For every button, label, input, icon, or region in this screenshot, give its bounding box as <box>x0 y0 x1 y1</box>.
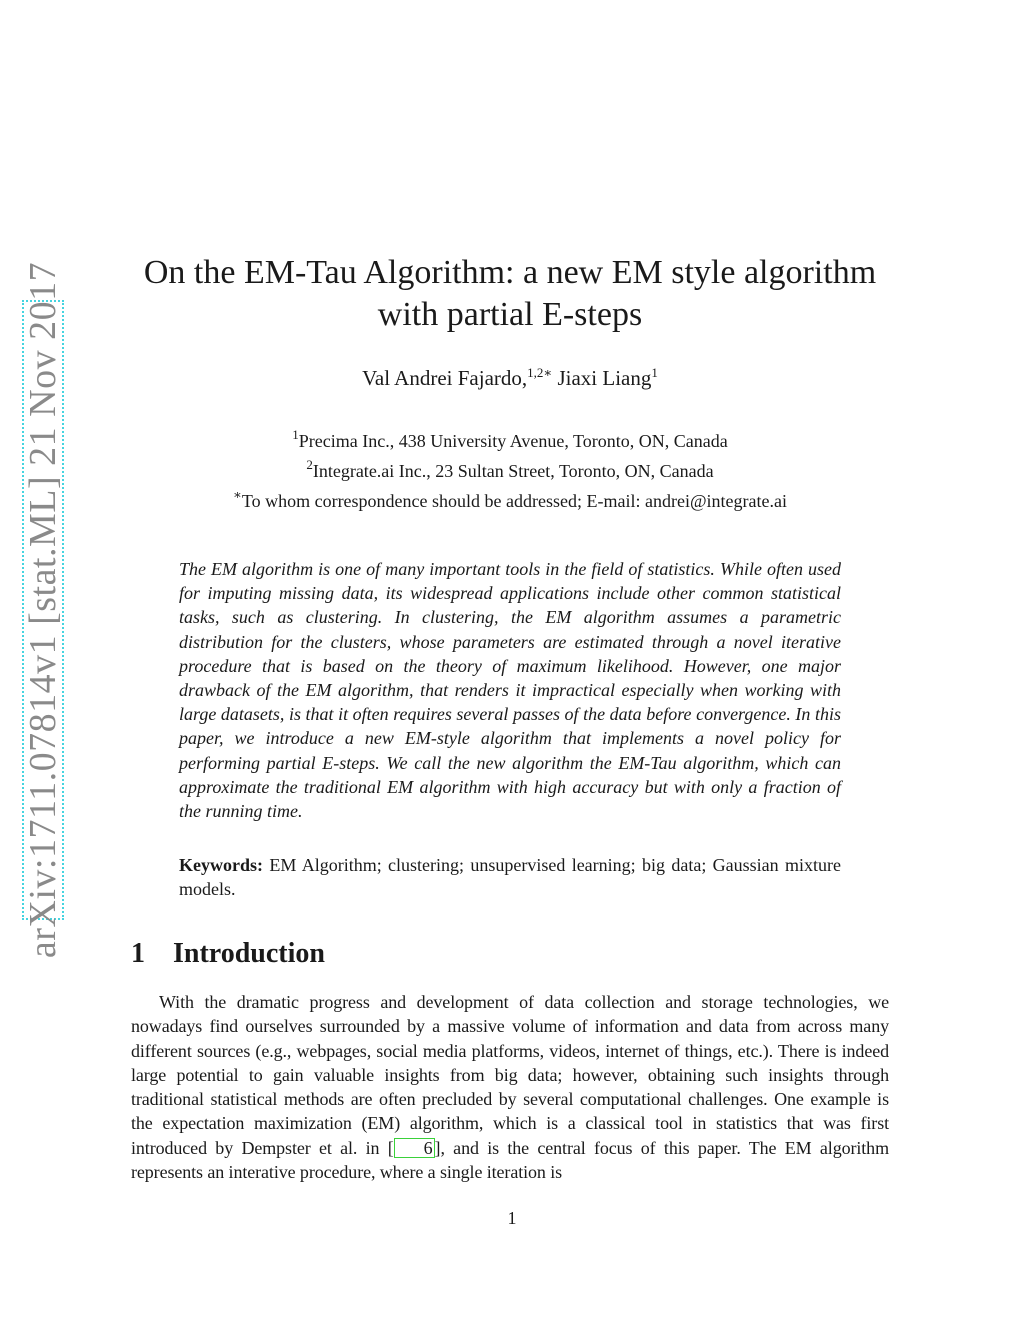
affiliation-text: To whom correspondence should be addressed; E-mail: andrei@integrate.ai <box>241 491 787 511</box>
citation-link[interactable]: 6 <box>394 1138 435 1158</box>
paper-title <box>100 252 920 336</box>
affiliation-line <box>100 486 920 516</box>
author-superscript: 1 <box>651 365 658 380</box>
affiliation-text: Integrate.ai Inc., 23 Sultan Street, Toronto, ON, Canada <box>312 461 714 481</box>
affiliation-marker: ∗ <box>233 487 242 502</box>
author-name: Val Andrei Fajardo, <box>362 366 528 390</box>
abstract: The EM algorithm is one of many important tools in the field of statistics. While often used for imputing missing data, its widespread applications include other common statistical tasks, such as clustering. In clustering, the EM algorithm assumes a parametric distribution for the clusters, whose parameters are estimated through a novel iterative procedure that is based on the theory of maximum likelihood. However, one major drawback of the EM algorithm, that renders it impractical especially when working with large datasets, is that it often requires several passes of the data before convergence. In this paper, we introduce a new EM-style algorithm that implements a novel policy for performing partial E-steps. We call the new algorithm the EM-Tau algorithm, which can approximate the traditional EM algorithm with high accuracy but with only a fraction of the running time. <box>179 559 841 822</box>
affiliation-marker: 1 <box>292 427 299 442</box>
arxiv-stamp <box>22 261 64 959</box>
section-number: 1 <box>131 938 145 969</box>
section-heading <box>131 936 325 972</box>
keywords <box>179 853 841 901</box>
affiliation-line <box>100 456 920 486</box>
affiliation-text: Precima Inc., 438 University Avenue, Toronto, ON, Canada <box>298 431 728 451</box>
title-line-1: On the EM-Tau Algorithm: a new EM style algorithm <box>143 254 877 291</box>
keywords-text: EM Algorithm; clustering; unsupervised learning; big data; Gaussian mixture models. <box>179 855 841 900</box>
keywords-label: Keywords: <box>179 855 263 875</box>
intro-text-continued: ], and is the central focus of this paper. The EM algorithm represents an interative procedure, where a single iteration is <box>131 1137 889 1183</box>
page-number: 1 <box>507 1208 517 1228</box>
intro-text: With the dramatic progress and development of data collection and storage technologies, we nowadays find ourselves surrounded by a massive volume of information and data from across many different sources (e.g., webpages, social media platforms, videos, internet of things, etc.). There is indeed large potential to gain valuable insights from big data; however, obtaining such insights through traditional statistical methods are often precluded by several computational challenges. One example is the expectation maximization (EM) algorithm, which is a classical tool in statistics that was first introduced by Dempster et al. in [ <box>131 992 889 1158</box>
title-line-2: with partial E-steps <box>377 296 643 333</box>
author-list <box>100 364 920 392</box>
section-title: Introduction <box>173 938 325 969</box>
affiliation-line <box>100 426 920 456</box>
affiliations <box>100 426 920 516</box>
affiliation-marker: 2 <box>306 457 313 472</box>
author-name: Jiaxi Liang <box>552 366 652 390</box>
introduction-paragraph <box>131 990 889 1184</box>
author-superscript: 1,2∗ <box>527 365 553 380</box>
arxiv-identifier[interactable]: arXiv:1711.07814v1 [stat.ML] 21 Nov 2017 <box>22 261 64 959</box>
